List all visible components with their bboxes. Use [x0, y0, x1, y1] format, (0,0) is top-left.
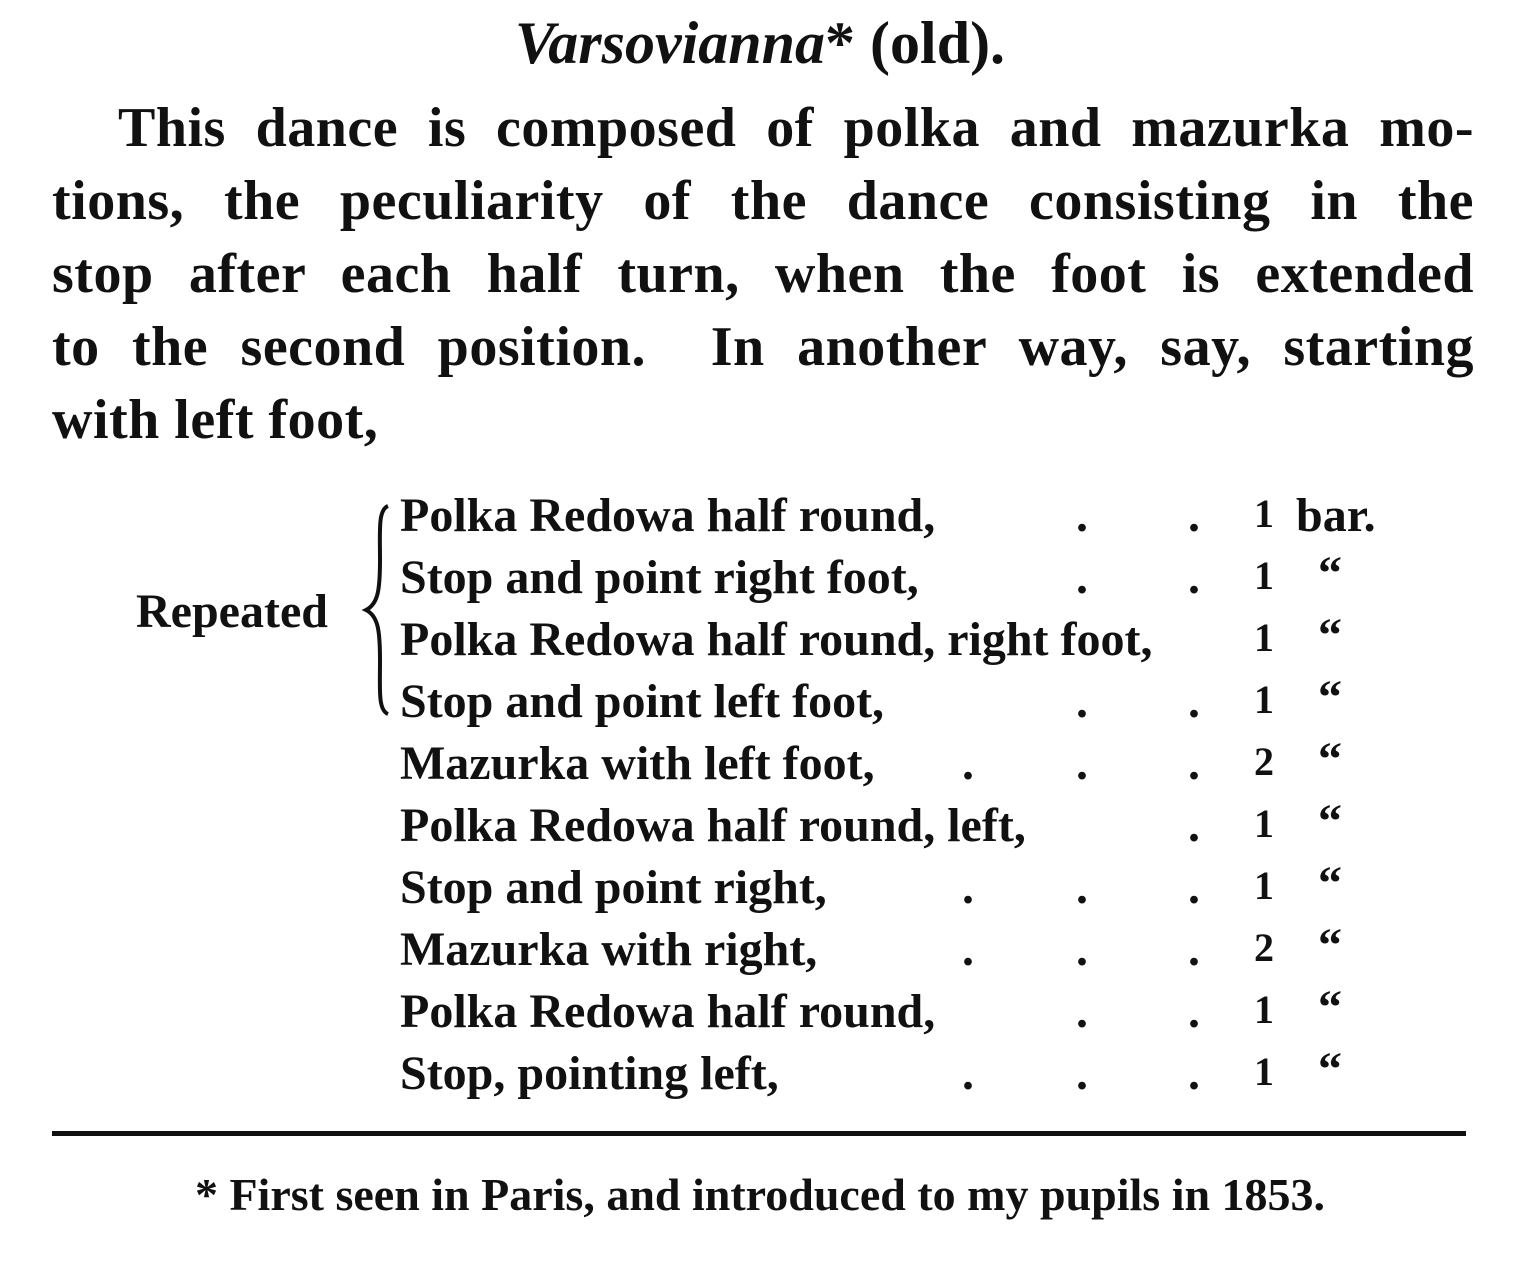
step-count: 1 — [1254, 1049, 1274, 1094]
leader-dot: . — [1188, 551, 1200, 604]
title-text: Varsovianna — [514, 10, 826, 76]
step-row — [0, 547, 1520, 612]
step-label: Mazurka with right, — [400, 923, 818, 976]
leader-dot: . — [1076, 489, 1088, 542]
ditto-mark: “ — [1318, 609, 1342, 662]
step-count: 1 — [1254, 553, 1274, 598]
footnote-divider — [52, 1131, 1466, 1136]
leader-dot: . — [962, 923, 974, 976]
paragraph-line: stop after each half turn, when the foot is extended — [52, 243, 1474, 305]
leader-dot: . — [1076, 1047, 1088, 1100]
paragraph-line: This dance is composed of polka and mazurka mo- — [118, 97, 1474, 159]
ditto-mark: “ — [1318, 733, 1342, 786]
step-count: 1 — [1254, 677, 1274, 722]
ditto-mark: “ — [1318, 671, 1342, 724]
leader-dot: . — [962, 861, 974, 914]
leader-dot: . — [1076, 861, 1088, 914]
step-label: Mazurka with left foot, — [400, 737, 875, 790]
step-label: Stop, pointing left, — [400, 1047, 779, 1100]
ditto-mark: “ — [1318, 919, 1342, 972]
intro-paragraph — [52, 92, 1474, 457]
paragraph-line: tions, the peculiarity of the dance consisting in the — [52, 170, 1474, 232]
step-row — [0, 981, 1520, 1046]
step-label: Polka Redowa half round, — [400, 985, 936, 1038]
step-count: 1 — [1254, 863, 1274, 908]
leader-dot: . — [1076, 923, 1088, 976]
step-label: Stop and point left foot, — [400, 675, 885, 728]
step-label: Polka Redowa half round, left, — [400, 799, 1026, 852]
step-label: Polka Redowa half round, right foot, — [400, 613, 1153, 666]
step-row — [0, 733, 1520, 798]
leader-dot: . — [1188, 675, 1200, 728]
step-unit: bar. — [1296, 489, 1376, 542]
leader-dot: . — [1076, 675, 1088, 728]
paragraph-line: to the second position. In another way, say, starting — [52, 316, 1474, 378]
leader-dot: . — [1188, 923, 1200, 976]
leader-dot: . — [1188, 1047, 1200, 1100]
leader-dot: . — [1076, 737, 1088, 790]
step-row — [0, 1043, 1520, 1108]
step-row — [0, 795, 1520, 860]
paragraph-line: with left foot, — [52, 389, 379, 451]
title-suffix: (old). — [870, 10, 1006, 76]
footnote: * First seen in Paris, and introduced to my pupils in 1853. — [194, 1169, 1326, 1220]
step-table — [0, 480, 1520, 1120]
page-title — [0, 8, 1520, 78]
step-count: 1 — [1254, 615, 1274, 660]
leader-dot: . — [1188, 737, 1200, 790]
leader-dot: . — [1188, 985, 1200, 1038]
ditto-mark: “ — [1318, 795, 1342, 848]
step-count: 2 — [1254, 925, 1274, 970]
step-count: 2 — [1254, 739, 1274, 784]
step-row — [0, 671, 1520, 736]
ditto-mark: “ — [1318, 1043, 1342, 1096]
step-count: 1 — [1254, 987, 1274, 1032]
step-row — [0, 919, 1520, 984]
leader-dot: . — [1076, 551, 1088, 604]
step-label: Polka Redowa half round, — [400, 489, 936, 542]
footnote-marker: * — [825, 10, 856, 76]
step-count: 1 — [1254, 491, 1274, 536]
leader-dot: . — [1076, 985, 1088, 1038]
ditto-mark: “ — [1318, 981, 1342, 1034]
step-count: 1 — [1254, 801, 1274, 846]
leader-dot: . — [1188, 489, 1200, 542]
leader-dot: . — [1188, 799, 1200, 852]
repeated-label: Repeated — [136, 585, 328, 638]
ditto-mark: “ — [1318, 547, 1342, 600]
step-row — [0, 857, 1520, 922]
leader-dot: . — [962, 1047, 974, 1100]
leader-dot: . — [1188, 861, 1200, 914]
ditto-mark: “ — [1318, 857, 1342, 910]
step-label: Stop and point right foot, — [400, 551, 919, 604]
step-row — [0, 488, 1520, 550]
step-label: Stop and point right, — [400, 861, 827, 914]
leader-dot: . — [962, 737, 974, 790]
